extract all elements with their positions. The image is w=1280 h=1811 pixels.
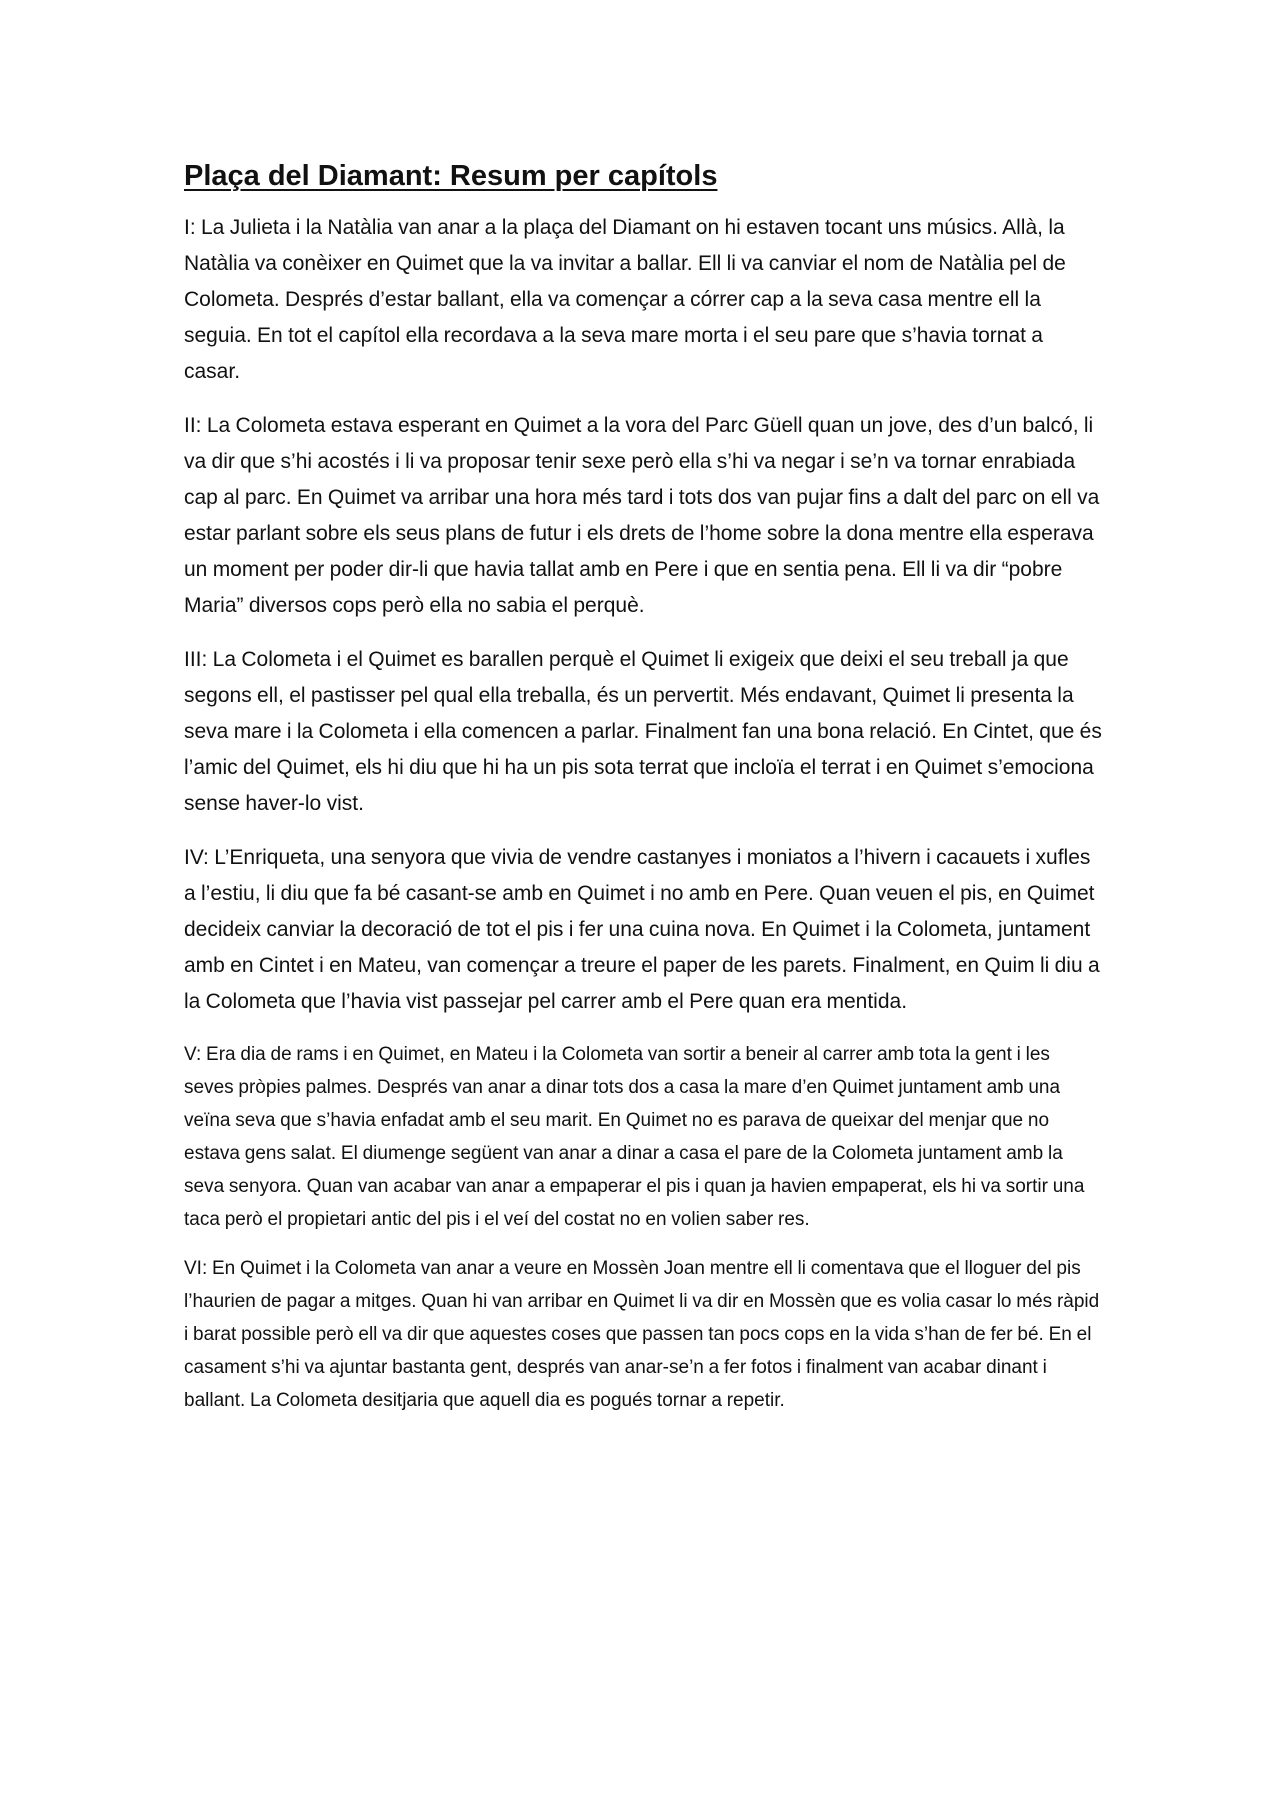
- chapter-paragraph-6: VI: En Quimet i la Colometa van anar a veure en Mossèn Joan mentre ell li comentava que el lloguer del pis l’haurien de pagar a mitges. Quan hi van arribar en Quimet li va dir en Mossèn que es volia casar lo més ràpid i barat possible però ell va dir que aquestes coses que passen tan pocs cops en la vida s’han de fer bé. En el casament s’hi va ajuntar bastanta gent, després van anar-se’n a fer fotos i finalment van acabar dinant i ballant. La Colometa desitjaria que aquell dia es pogués tornar a repetir.: [184, 1258, 1100, 1412]
- chapter-paragraph-2: II: La Colometa estava esperant en Quimet a la vora del Parc Güell quan un jove, des d’un balcó, li va dir que s’hi acostés i li va proposar tenir sexe però ella s’hi va negar i se’n va tornar enrabiada cap al parc. En Quimet va arribar una hora més tard i tots dos van pujar fins a dalt del parc on ell va estar parlant sobre els seus plans de futur i els drets de l’home sobre la dona mentre ella esperava un moment per poder dir-li que havia tallat amb en Pere i que en sentia pena. Ell li va dir “pobre Maria” diversos cops però ella no sabia el perquè.: [184, 414, 1100, 618]
- chapter-paragraph-5: V: Era dia de rams i en Quimet, en Mateu i la Colometa van sortir a beneir al carrer amb tota la gent i les seves pròpies palmes. Després van anar a dinar tots dos a casa la mare d’en Quimet juntament amb una veïna seva que s’havia enfadat amb el seu marit. En Quimet no es parava de queixar del menjar que no estava gens salat. El diumenge següent van anar a dinar a casa el pare de la Colometa juntament amb la seva senyora. Quan van acabar van anar a empaperar el pis i quan ja havien empaperat, els hi va sortir una taca però el propietari antic del pis i el veí del costat no en volien saber res.: [184, 1044, 1085, 1231]
- chapter-paragraph-1: I: La Julieta i la Natàlia van anar a la plaça del Diamant on hi estaven tocant uns músics. Allà, la Natàlia va conèixer en Quimet que la va invitar a ballar. Ell li va canviar el nom de Natàlia pel de Colometa. Després d’estar ballant, ella va començar a córrer cap a la seva casa mentre ell la seguia. En tot el capítol ella recordava a la seva mare morta i el seu pare que s’havia tornat a casar.: [184, 216, 1066, 384]
- document-title: Plaça del Diamant: Resum per capítols: [184, 160, 718, 192]
- chapter-paragraph-4: IV: L’Enriqueta, una senyora que vivia de vendre castanyes i moniatos a l’hivern i cacauets i xufles a l’estiu, li diu que fa bé casant-se amb en Quimet i no amb en Pere. Quan veuen el pis, en Quimet decideix canviar la decoració de tot el pis i fer una cuina nova. En Quimet i la Colometa, juntament amb en Cintet i en Mateu, van començar a treure el paper de les parets. Finalment, en Quim li diu a la Colometa que l’havia vist passejar pel carrer amb el Pere quan era mentida.: [184, 846, 1100, 1014]
- chapter-paragraph-3: III: La Colometa i el Quimet es barallen perquè el Quimet li exigeix que deixi el seu treball ja que segons ell, el pastisser pel qual ella treballa, és un pervertit. Més endavant, Quimet li presenta la seva mare i la Colometa i ella comencen a parlar. Finalment fan una bona relació. En Cintet, que és l’amic del Quimet, els hi diu que hi ha un pis sota terrat que incloïa el terrat i en Quimet s’emociona sense haver-lo vist.: [184, 648, 1102, 816]
- document-body: [184, 158, 1104, 1433]
